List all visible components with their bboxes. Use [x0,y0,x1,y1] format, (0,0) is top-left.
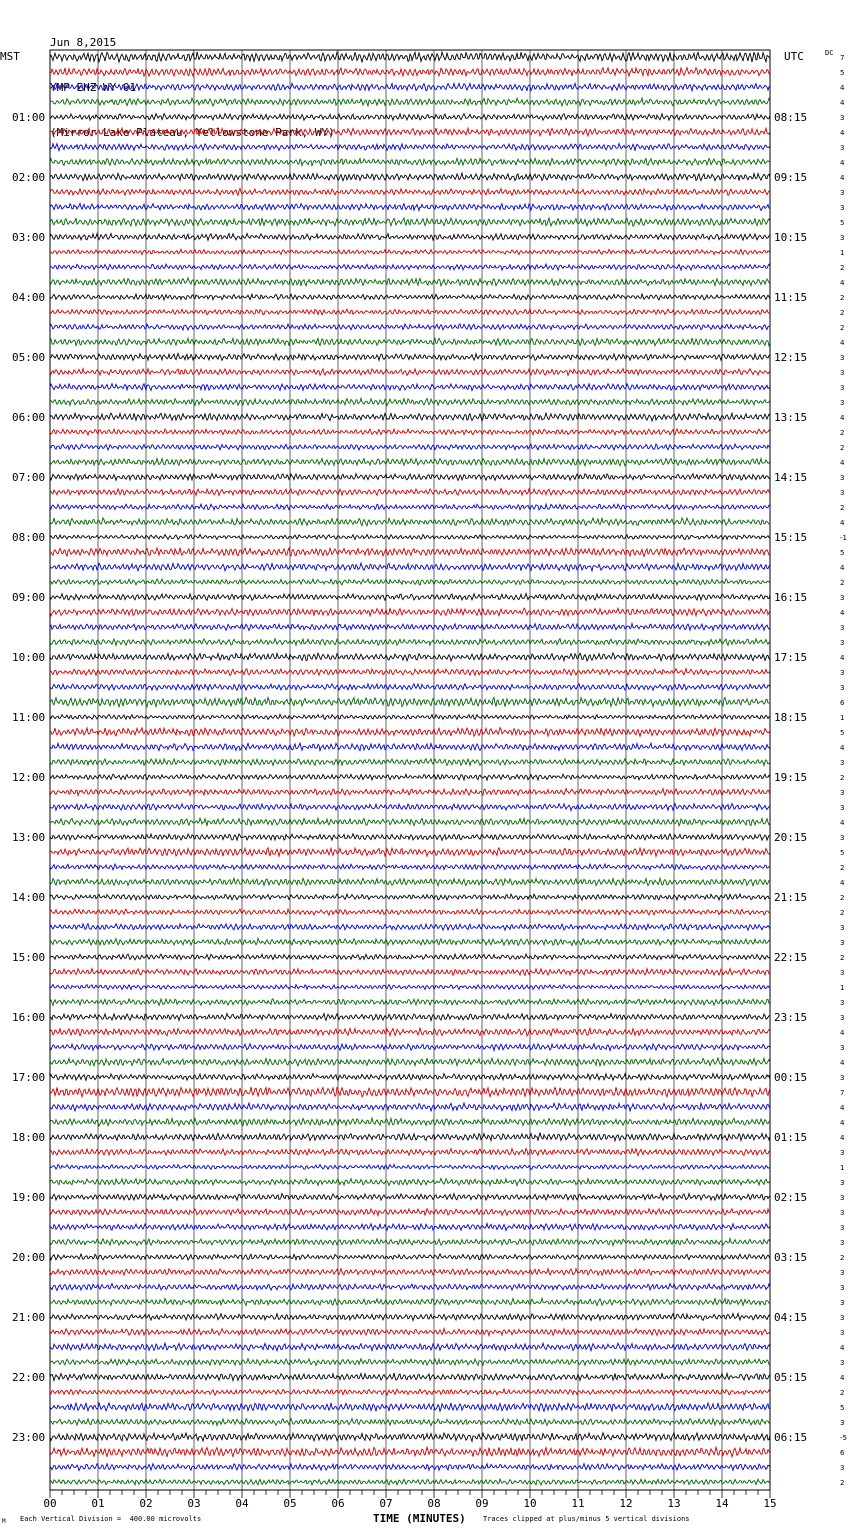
seismogram-trace [50,234,770,241]
seismogram-trace [50,534,770,539]
dc-offset-label: 3 [840,759,845,767]
dc-offset-label: 5 [840,219,845,227]
seismogram-trace [50,954,770,960]
x-axis-title: TIME (MINUTES) [373,1512,466,1525]
dc-offset-label: 7 [840,1089,845,1097]
dc-offset-label: 4 [840,819,845,827]
dc-offset-label: 1 [840,984,845,992]
dc-offset-label: -5 [840,1434,847,1442]
utc-hour-label: 18:15 [774,711,808,724]
seismogram-trace [50,548,770,557]
seismogram-trace [50,98,770,106]
dc-offset-label: 4 [840,339,845,347]
dc-offset-label: 4 [840,1059,845,1067]
dc-offset-label: 3 [840,804,845,812]
dc-offset-label: 2 [840,309,845,317]
dc-offset-label: 3 [840,1074,845,1082]
seismogram-trace [50,1179,770,1186]
seismogram-trace [50,1419,770,1426]
seismogram-trace [50,1329,770,1336]
dc-offset-label: 3 [840,384,845,392]
utc-hour-label: 12:15 [774,351,808,364]
mst-hour-label: 09:00 [12,591,46,604]
seismogram-trace [50,324,770,330]
seismogram-trace [50,158,770,165]
utc-hour-label: 19:15 [774,771,808,784]
dc-offset-label: 3 [840,354,845,362]
dc-offset-label: 3 [840,1284,845,1292]
seismogram-trace [50,985,770,990]
seismogram-trace [50,848,770,856]
trace-group [50,52,770,1485]
seismogram-trace [50,878,770,886]
mst-hour-label: 04:00 [12,291,46,304]
x-tick-label: 04 [235,1497,249,1510]
utc-hour-label: 00:15 [774,1071,808,1084]
dc-offset-label: 5 [840,849,845,857]
mst-hour-label: 23:00 [12,1431,46,1444]
seismogram-trace [50,458,770,465]
clip-note: Traces clipped at plus/minus 5 vertical divisions [483,1515,690,1523]
utc-hour-label: 09:15 [774,171,808,184]
dc-offset-label: 3 [840,1014,845,1022]
seismogram-trace [50,1133,770,1141]
dc-offset-label: 4 [840,609,845,617]
dc-offset-label: 2 [840,294,845,302]
left-timezone-label: MST [0,50,20,63]
dc-offset-label: 5 [840,69,845,77]
dc-offset-label: 3 [840,489,845,497]
dc-offset-label: 3 [840,1209,845,1217]
seismogram-trace [50,1433,770,1442]
seismogram-trace [50,1103,770,1111]
dc-offset-label: 3 [840,1194,845,1202]
dc-offset-label: 4 [840,84,845,92]
seismogram-trace [50,114,770,121]
utc-hour-label: 14:15 [774,471,808,484]
seismogram-trace [50,249,770,254]
utc-hour-label: 15:15 [774,531,808,544]
utc-hour-label: 08:15 [774,111,808,124]
seismogram-trace [50,1028,770,1036]
dc-offset-label: 2 [840,864,845,872]
seismogram-trace [50,563,770,571]
dc-offset-label: 3 [840,924,845,932]
seismogram-trace [50,714,770,719]
seismogram-trace [50,309,770,315]
seismogram-trace [50,969,770,976]
utc-hour-label: 11:15 [774,291,808,304]
dc-offset-label: 4 [840,1119,845,1127]
dc-offset-label: 4 [840,99,845,107]
dc-label: DC [825,49,834,57]
dc-offset-label: 5 [840,549,845,557]
dc-offset-label: 2 [840,894,845,902]
station-label: YMP EHZ WY 01 [50,81,137,94]
dc-offset-label: 3 [840,789,845,797]
seismogram-trace [50,894,770,900]
seismogram-trace [50,264,770,270]
dc-offset-label: 1 [840,249,845,257]
seismogram-trace [50,1058,770,1066]
mst-hour-label: 21:00 [12,1311,46,1324]
dc-offset-label: 3 [840,1044,845,1052]
dc-offset-label: 3 [840,669,845,677]
seismogram-trace [50,1194,770,1201]
seismogram-trace [50,204,770,211]
seismogram-trace [50,384,770,391]
seismogram-trace [50,1254,770,1260]
x-tick-label: 02 [139,1497,153,1510]
mst-hour-label: 12:00 [12,771,46,784]
dc-offset-label: 4 [840,879,845,887]
seismogram-trace [50,83,770,91]
seismogram-trace [50,818,770,826]
seismogram-trace [50,1284,770,1291]
dc-offset-label: 3 [840,1329,845,1337]
x-tick-label: 14 [715,1497,729,1510]
dc-offset-label: 1 [840,1164,845,1172]
dc-offset-label: 3 [840,639,845,647]
seismogram-trace [50,669,770,676]
dc-offset-label: 5 [840,1404,845,1412]
seismogram-trace [50,789,770,796]
x-tick-label: 11 [571,1497,585,1510]
seismogram-trace [50,294,770,300]
utc-hour-label: 23:15 [774,1011,808,1024]
x-axis [43,1490,776,1510]
dc-offset-label: 4 [840,564,845,572]
seismogram-trace [50,759,770,766]
x-tick-label: 09 [475,1497,489,1510]
dc-offset-label: 4 [840,1134,845,1142]
dc-offset-label: 2 [840,1254,845,1262]
dc-offset-label: 2 [840,774,845,782]
utc-hour-label: 22:15 [774,951,808,964]
dc-offset-label: 3 [840,474,845,482]
utc-hour-label: 10:15 [774,231,808,244]
dc-offset-label: 2 [840,1479,845,1487]
mst-hour-label: 02:00 [12,171,46,184]
dc-offset-label: 2 [840,579,845,587]
seismogram-trace [50,1087,770,1097]
seismogram-trace [50,909,770,915]
dc-offset-label: 2 [840,909,845,917]
dc-offset-label: 6 [840,699,845,707]
mst-hour-label: 08:00 [12,531,46,544]
dc-offset-label: 3 [840,204,845,212]
mst-hour-label: 05:00 [12,351,46,364]
utc-hour-label: 16:15 [774,591,808,604]
dc-offset-label: 4 [840,1374,845,1382]
mst-hour-label: 19:00 [12,1191,46,1204]
dc-offset-label: 4 [840,1029,845,1037]
dc-offset-label: 3 [840,594,845,602]
dc-offset-label: 3 [840,1464,845,1472]
x-tick-label: 08 [427,1497,441,1510]
footer-mark: M [2,1518,6,1525]
seismogram-trace [50,68,770,76]
dc-offset-label: 4 [840,129,845,137]
utc-hour-label: 05:15 [774,1371,808,1384]
dc-offset-label: 3 [840,624,845,632]
seismogram-trace [50,1224,770,1231]
dc-offset-label: 3 [840,969,845,977]
utc-hour-label: 13:15 [774,411,808,424]
seismogram-trace [50,489,770,496]
dc-offset-label: 3 [840,189,845,197]
seismogram-trace [50,1149,770,1156]
dc-offset-label: 4 [840,1344,845,1352]
mst-hour-label: 07:00 [12,471,46,484]
dc-offset-label: 3 [840,684,845,692]
dc-offset-label: 4 [840,744,845,752]
seismogram-trace [50,1447,770,1457]
x-tick-label: 00 [43,1497,57,1510]
dc-offset-label: 3 [840,399,845,407]
seismogram-trace [50,504,770,510]
seismogram-trace [50,189,770,196]
dc-offset-label: 7 [840,54,845,62]
dc-offset-label: 3 [840,939,845,947]
utc-hour-label: 21:15 [774,891,808,904]
seismogram-trace [50,697,770,706]
dc-offset-label: 4 [840,174,845,182]
mst-hour-label: 06:00 [12,411,46,424]
seismogram-trace [50,1239,770,1246]
seismogram-trace [50,938,770,945]
dc-offset-label: 6 [840,1449,845,1457]
seismogram-trace [50,518,770,526]
right-timezone-label: UTC [784,50,804,63]
seismogram-trace [50,1118,770,1126]
dc-offset-label: 3 [840,1269,845,1277]
dc-offset-label: 2 [840,444,845,452]
dc-offset-label: 2 [840,1389,845,1397]
dc-offset-label: 3 [840,1359,845,1367]
dc-offset-label: 4 [840,459,845,467]
seismogram-trace [50,1479,770,1485]
seismogram-trace [50,1359,770,1366]
seismogram-trace [50,684,770,691]
seismogram-trace [50,804,770,811]
seismogram-trace [50,173,770,181]
seismogram-trace [50,999,770,1006]
dc-offset-label: 4 [840,519,845,527]
seismogram-trace [50,444,770,450]
seismogram-trace [50,1014,770,1021]
dc-offset-label: 2 [840,429,845,437]
x-tick-label: 05 [283,1497,297,1510]
seismogram-trace [50,1403,770,1412]
seismogram-trace [50,653,770,661]
seismogram-trace [50,278,770,286]
x-tick-label: 07 [379,1497,393,1510]
x-tick-label: 06 [331,1497,345,1510]
utc-hour-label: 20:15 [774,831,808,844]
seismogram-trace [50,1298,770,1305]
mst-hour-label: 20:00 [12,1251,46,1264]
dc-offset-label: 2 [840,954,845,962]
seismogram-trace [50,924,770,931]
dc-offset-label: 3 [840,1419,845,1427]
seismogram-trace [50,834,770,841]
seismogram-trace [50,1165,770,1170]
seismogram-trace [50,354,770,361]
x-tick-label: 10 [523,1497,537,1510]
seismogram-trace [50,608,770,616]
mst-hour-label: 18:00 [12,1131,46,1144]
dc-offset-label: 3 [840,1314,845,1322]
dc-offset-label: 2 [840,264,845,272]
dc-offset-label: 4 [840,1104,845,1112]
dc-offset-label: 3 [840,1224,845,1232]
seismogram-trace [50,579,770,585]
dc-offset-label: 4 [840,654,845,662]
dc-offset-label: 3 [840,369,845,377]
seismogram-trace [50,369,770,376]
seismogram-trace [50,1209,770,1216]
seismogram-trace [50,624,770,631]
dc-offset-label: 3 [840,834,845,842]
x-tick-label: 15 [763,1497,777,1510]
dc-offset-label: 3 [840,234,845,242]
mst-hour-label: 01:00 [12,111,46,124]
seismogram-trace [50,728,770,737]
dc-offset-label: 3 [840,1299,845,1307]
seismogram-trace [50,429,770,435]
mst-hour-label: 13:00 [12,831,46,844]
dc-offset-label: 4 [840,159,845,167]
mst-hour-label: 14:00 [12,891,46,904]
dc-offset-label: 3 [840,114,845,122]
seismogram-trace [50,52,770,63]
seismogram-trace [50,1343,770,1351]
dc-offset-label: 1 [840,714,845,722]
dc-offset-label: -1 [840,534,847,542]
mst-hour-label: 22:00 [12,1371,46,1384]
seismogram-trace [50,1074,770,1081]
seismogram-trace [50,864,770,870]
mst-hour-label: 16:00 [12,1011,46,1024]
dc-offset-label: 3 [840,1179,845,1187]
dc-offset-label: 4 [840,279,845,287]
seismogram-trace [50,128,770,136]
x-tick-label: 13 [667,1497,681,1510]
seismogram-trace [50,1314,770,1321]
dc-offset-label: 3 [840,1239,845,1247]
seismogram-trace [50,144,770,151]
dc-offset-label: 5 [840,729,845,737]
utc-hour-label: 04:15 [774,1311,808,1324]
utc-hour-label: 03:15 [774,1251,808,1264]
mst-hour-label: 11:00 [12,711,46,724]
utc-hour-label: 17:15 [774,651,808,664]
dc-offset-label: 2 [840,504,845,512]
seismogram-trace [50,398,770,405]
seismogram-trace [50,774,770,780]
x-tick-label: 03 [187,1497,201,1510]
location-label: (Mirror Lake Plateau, Yellowstone Park, WY) [50,126,335,139]
dc-offset-label: 3 [840,1149,845,1157]
seismogram-trace [50,743,770,751]
mst-hour-label: 03:00 [12,231,46,244]
utc-hour-label: 02:15 [774,1191,808,1204]
seismogram-trace [50,474,770,481]
utc-hour-label: 01:15 [774,1131,808,1144]
dc-offset-label: 4 [840,414,845,422]
utc-hour-label: 06:15 [774,1431,808,1444]
x-tick-label: 12 [619,1497,633,1510]
scale-note: Each Vertical Division = 400.00 microvolts [20,1515,202,1523]
seismogram-trace [50,338,770,346]
mst-hour-label: 15:00 [12,951,46,964]
dc-offset-label: 2 [840,324,845,332]
seismogram-trace [50,1373,770,1381]
seismogram-trace [50,1464,770,1471]
seismogram-trace [50,1269,770,1276]
seismogram-trace [50,594,770,601]
dc-offset-label: 3 [840,144,845,152]
seismogram-trace [50,1044,770,1051]
seismogram-trace [50,639,770,646]
seismogram-trace [50,413,770,421]
seismogram-trace [50,1389,770,1395]
dc-offset-label: 3 [840,999,845,1007]
seismogram-trace [50,218,770,226]
mst-hour-label: 17:00 [12,1071,46,1084]
x-tick-label: 01 [91,1497,105,1510]
mst-hour-label: 10:00 [12,651,46,664]
date-label: Jun 8,2015 [50,36,117,49]
